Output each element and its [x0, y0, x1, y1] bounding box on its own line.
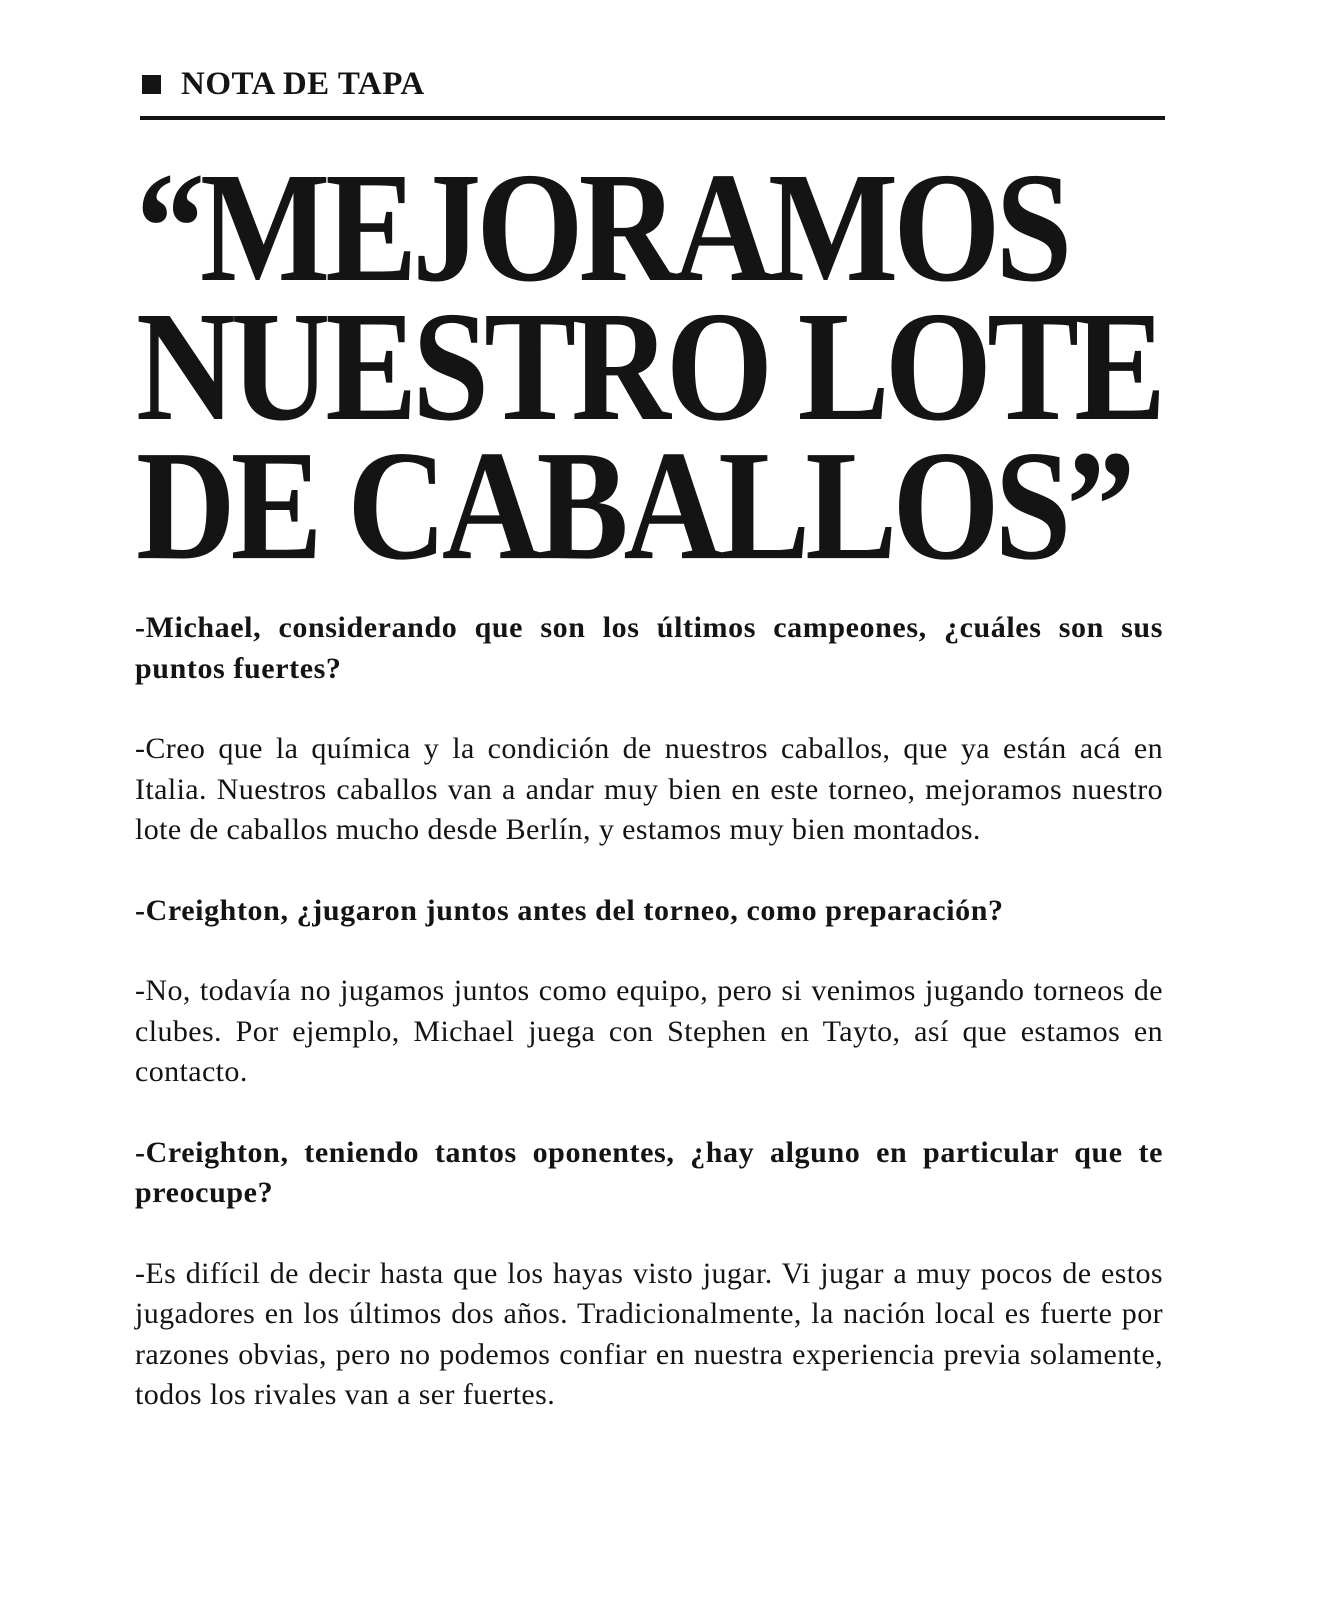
- interview-answer: -No, todavía no jugamos juntos como equipo, pero si venimos jugando torneos de clubes. Por ejemplo, Michael juega con Stephen en Tayto, así que estamos en contacto.: [135, 974, 1163, 1088]
- header-divider: [140, 116, 1165, 120]
- headline-line: NUESTRO LOTE: [136, 278, 1162, 454]
- headline: [136, 139, 1176, 593]
- interview-question: -Michael, considerando que son los últimos campeones, ¿cuáles son sus puntos fuertes?: [135, 611, 1163, 685]
- interview-question: -Creighton, teniendo tantos oponentes, ¿hay alguno en particular que te preocupe?: [135, 1135, 1163, 1209]
- interview-question: -Creighton, ¿jugaron juntos antes del torneo, como preparación?: [135, 893, 1004, 927]
- section-header: [142, 64, 425, 104]
- interview-answer: -Creo que la química y la condición de nuestros caballos, que ya están acá en Italia. Nuestros caballos van a andar muy bien en este torneo, mejoramos nuestro lote de caballos mucho desde Berlín, y estamos muy bien montados.: [135, 732, 1163, 846]
- section-square-icon: [142, 75, 161, 94]
- interview-body: [135, 608, 1163, 1416]
- interview-answer: -Es difícil de decir hasta que los hayas visto jugar. Vi jugar a muy pocos de estos jugadores en los últimos dos años. Tradicionalmente, la nación local es fuerte por razones obvias, pero no podemos confiar en nuestra experiencia previa solamente, todos los rivales van a ser fuertes.: [135, 1256, 1163, 1411]
- headline-line: “MEJORAMOS: [136, 139, 1068, 315]
- headline-line: DE CABALLOS”: [136, 417, 1131, 593]
- section-label: NOTA DE TAPA: [181, 65, 425, 102]
